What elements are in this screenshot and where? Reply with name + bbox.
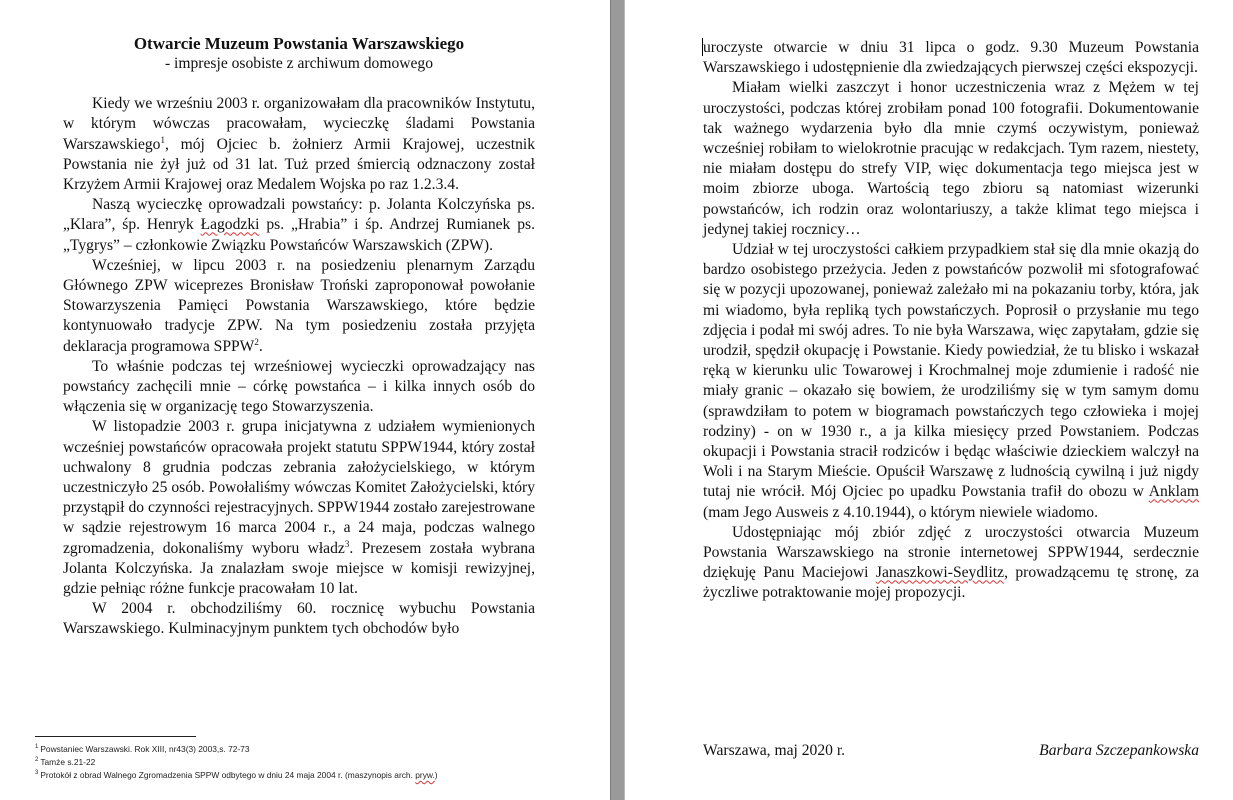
text-run: Wcześniej, w lipcu 2003 r. na posiedzeniu plenarnym Zarządu Głównego ZPW wiceprezes Bronisław Troński zaproponował powołanie Stowarzyszenia Pamięci Powstania Warszawskiego, które będzie kontynuowało tradycje ZPW. Na tym posiedzeniu została przyjęta deklaracja programowa SPPW <box>63 256 535 355</box>
footnote-ref[interactable]: 2 <box>254 336 259 347</box>
paragraph <box>63 256 535 357</box>
footnote-text: Tamże s.21-22 <box>40 757 96 767</box>
spellcheck-flagged-word[interactable]: pryw. <box>415 770 435 780</box>
text-run: Kiedy we wrześniu 2003 r. organizowałam dla pracowników Instytutu, w którym wówczas pracowałam, wycieczkę śladami Powstania Warszawskiego <box>63 95 535 153</box>
spellcheck-flagged-word[interactable]: Janaszkowi-Seydlitz <box>875 564 1005 582</box>
footnote-item <box>35 769 595 782</box>
paragraph-continued: uroczyste otwarcie w dniu 31 lipca o godz. 9.30 Muzeum Powstania Warszawskiego i udostępnienie dla zwiedzających pierwszej części ekspozycji. <box>703 39 1199 77</box>
text-run: (mam Jego Ausweis z 4.10.1944), o którym niewiele wiadomo. <box>703 503 1098 521</box>
right-page-body <box>703 38 1199 604</box>
paragraph <box>703 240 1199 523</box>
paragraph <box>63 195 535 256</box>
footnote-item <box>35 743 595 756</box>
left-page <box>0 0 610 800</box>
spellcheck-flagged-word[interactable]: Anklam <box>1148 483 1199 501</box>
text-run: Udział w tej uroczystości całkiem przypadkiem stał się dla mnie okazją do bardzo osobistego przeżycia. Jeden z powstańców pozwolił mi sfotografować się w pozycji upozowanej, ponieważ zależało mi na pokazaniu torby, która, jak mi wiadomo, była repliką tych powstańczych. Poprosił o przysłanie mu tego zdjęcia i podał mi swój adres. To nie była Warszawa, więc zapytałam, gdzie się urodził, spędził okupację i Powstanie. Kiedy powiedział, że tu blisko i wskazał ręką w kierunku ulic Towarowej i Krochmalnej moje zdumienie i radość nie miały granic – okazało się bowiem, że urodziliśmy się w tym samym domu (sprawdziłam to potem w biogramach powstańczych tego człowieka i mojej rodziny) - on w 1930 r., a ja kilka miesięcy przed Powstaniem. Podczas okupacji i Powstania stracił rodziców i będąc właściwie dzieckiem walczył na Woli i na Starym Mieście. Opuścił Warszawę z ludnością cywilną i już nigdy tutaj nie wrócił. Mój Ojciec po upadku Powstania trafił do obozu w <box>703 241 1199 501</box>
paragraph <box>703 523 1199 604</box>
text-run: W listopadzie 2003 r. grupa inicjatywna z udziałem wymienionych wcześniej powstańców opracowała projekt statutu SPPW1944, który został uchwalony 8 grudnia podczas zebrania założycielskiego, w którym uczestniczyło 25 osób. Powołaliśmy wówczas Komitet Założycielski, który przystąpił do czynności rejestracyjnych. SPPW1944 zostało zarejestrowane w sądzie rejestrowym 16 marca 2004 r., a 24 maja, podczas walnego zgromadzenia, dokonaliśmy wyboru władz <box>63 418 535 557</box>
footnote-number: 2 <box>35 757 39 764</box>
spellcheck-flagged-word[interactable]: Łagodzki <box>200 216 260 234</box>
footnote-separator <box>35 736 196 737</box>
footnote-text: ) <box>434 770 438 780</box>
footnotes <box>35 743 595 782</box>
right-page <box>625 0 1233 800</box>
paragraph <box>63 94 535 195</box>
document-subtitle: - impresje osobiste z archiwum domowego <box>164 55 434 72</box>
footnote-ref[interactable]: 3 <box>344 538 350 549</box>
paragraph: Miałam wielki zaszczyt i honor uczestniczenia wraz z Mężem w tej uroczystości, podczas której zrobiłam ponad 100 fotografii. Dokumentowanie tak ważnego wydarzenia było dla mnie czymś oczywistym, ponieważ wcześniej robiłam to wielokrotnie pracując w redakcjach. Tym razem, niestety, nie miałam dostępu do strefy VIP, więc dokumentacja tego miejsca jest w moim zbiorze uboga. Wartością tego zbioru są natomiast wizerunki powstańców, ich rodzin oraz wolontariuszy, a także klimat tego miejsca i jedynej takiej rocznicy… <box>703 79 1199 238</box>
paragraph: To właśnie podczas tej wrześniowej wycieczki oprowadzający nas powstańcy zachęcili mnie – córkę powstańca – i kilka innych osób do włączenia się w organizację tego Stowarzyszenia. <box>63 357 535 416</box>
page-gutter <box>610 0 625 800</box>
footnote-number: 1 <box>35 744 39 751</box>
author-signature: Barbara Szczepankowska <box>1039 742 1199 759</box>
place-and-date: Warszawa, maj 2020 r. <box>703 742 846 759</box>
left-page-body <box>63 34 535 640</box>
paragraph: W 2004 r. obchodziliśmy 60. rocznicę wybuchu Powstania Warszawskiego. Kulminacyjnym punktem tych obchodów było <box>63 600 535 638</box>
text-run: . Prezesem została wybrana Jolanta Kolczyńska. Ja znalazłam swoje miejsce w komisji rewizyjnej, gdzie pełniąc różne funkcje pracowałam 10 lat. <box>63 539 535 598</box>
text-run: ps. „Hrabia” i śp. Andrzej Rumianek ps. „Tygrys” – członkowie Związku Powstańców Warszawskich (ZPW). <box>63 216 535 254</box>
paragraph <box>63 417 535 599</box>
text-run: , prowadzącemu tę stronę, za życzliwe potraktowanie mojej propozycji. <box>703 564 1199 602</box>
footnote-ref[interactable]: 1 <box>160 134 165 145</box>
text-run: . <box>258 337 263 355</box>
footnote-text: Protokół z obrad Walnego Zgromadzenia SPPW odbytego w dniu 24 maja 2004 r. (maszynopis arch. <box>40 770 416 780</box>
text-run: Naszą wycieczkę oprowadzali powstańcy: p. Jolanta Kolczyńska ps. „Klara”, śp. Henryk <box>63 196 535 234</box>
footnote-item <box>35 756 595 769</box>
text-run: , mój Ojciec b. żołnierz Armii Krajowej, uczestnik Powstania nie żył już od 31 lat. Tuż przed śmiercią odznaczony został Krzyżem Armii Krajowej oraz Medalem Wojska po raz 1.2.3.4. <box>63 135 535 194</box>
footnote-number: 3 <box>35 770 39 777</box>
text-run: Udostępniając mój zbiór zdjęć z uroczystości otwarcia Muzeum Powstania Warszawskiego na stronie internetowej SPPW1944, serdecznie dziękuję Panu Maciejowi <box>703 523 1199 582</box>
document-title: Otwarcie Muzeum Powstania Warszawskiego <box>133 34 465 53</box>
footnote-text: Powstaniec Warszawski. Rok XIII, nr43(3) 2003,s. 72-73 <box>40 744 250 754</box>
